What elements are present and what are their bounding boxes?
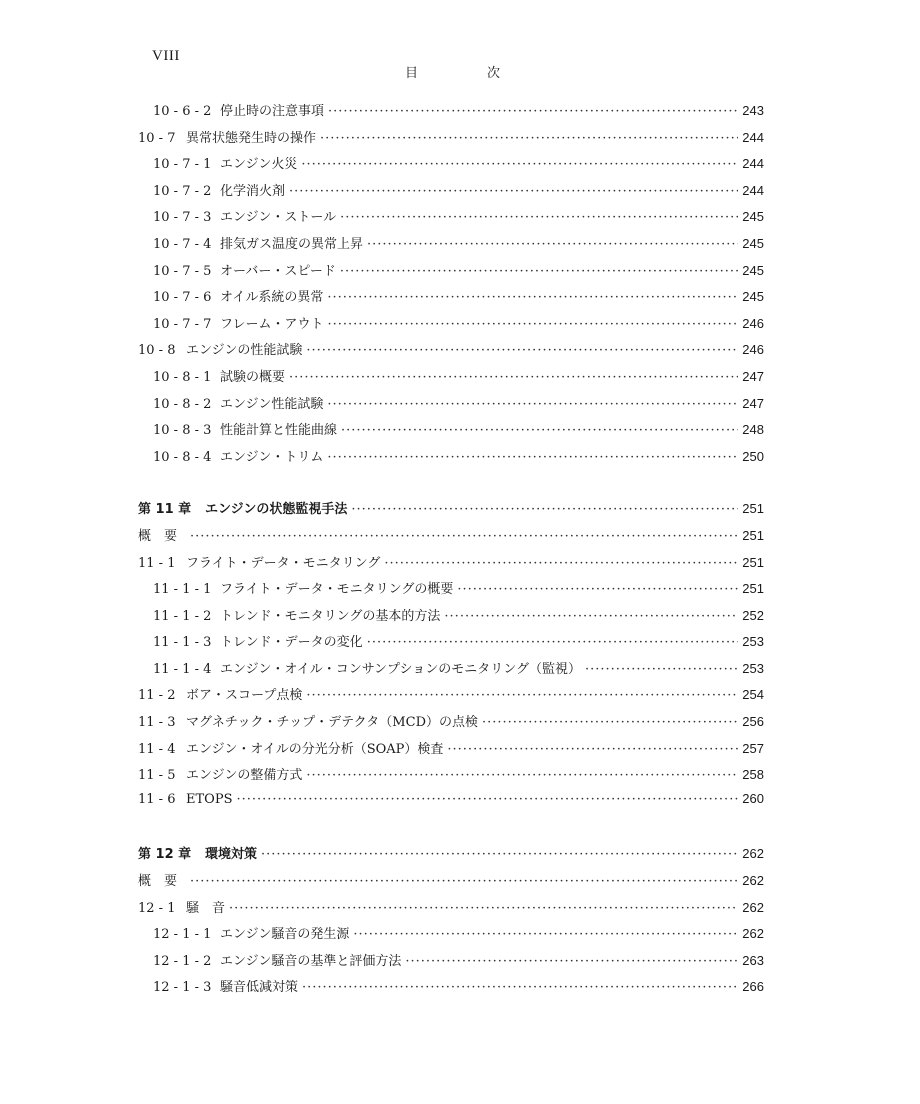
toc-entry-title: 試験の概要	[220, 369, 286, 385]
toc-entry-number: 10 - 7 - 4	[153, 236, 212, 252]
toc-entry-title: 化学消火剤	[220, 183, 286, 199]
toc-entry-page: 244	[742, 156, 764, 172]
toc-entry-number: 10 - 7 - 7	[153, 316, 212, 332]
toc-entry-page: 257	[742, 740, 764, 756]
toc-entry-title: エンジン・ストール	[220, 210, 337, 226]
toc-entry-page: 243	[742, 103, 764, 118]
dot-leader	[289, 370, 738, 385]
toc-entry-page: 245	[742, 235, 764, 251]
toc-entry-number: 10 - 8 - 3	[153, 423, 212, 439]
toc-entry-number: 10 - 8 - 4	[153, 449, 212, 465]
toc-entry-title: エンジン・トリム	[220, 449, 324, 465]
toc-entry-title: エンジンの性能試験	[186, 343, 303, 359]
dot-leader	[327, 450, 738, 465]
toc-entry-page: 266	[742, 979, 764, 995]
toc-entry-number: 第 11 章	[138, 502, 192, 518]
toc-entry-row	[138, 711, 764, 738]
toc-entry-title: オイル系統の異常	[220, 290, 324, 306]
toc-entry-number: 12 - 1 - 1	[153, 927, 212, 943]
toc-entry-title: エンジン騒音の基準と評価方法	[220, 953, 402, 969]
toc-entry-page: 246	[742, 315, 764, 331]
toc-entry-title: 異常状態発生時の操作	[186, 130, 317, 146]
toc-entry-row	[138, 366, 764, 393]
toc-entry-row	[138, 552, 764, 579]
toc-entry-row	[138, 897, 764, 924]
toc-entry-number: 10 - 8 - 1	[153, 369, 212, 385]
toc-entry-page: 253	[742, 634, 764, 650]
toc-entry-row	[138, 180, 764, 207]
page-number: VIII	[152, 48, 180, 64]
dot-leader	[447, 742, 738, 757]
toc-entry-number: 12 - 1 - 3	[153, 980, 212, 996]
toc-chapter-row	[138, 498, 764, 525]
toc-entry-title: エンジン・オイルの分光分析（SOAP）検査	[186, 741, 444, 757]
dot-leader	[585, 662, 738, 677]
toc-entry-page: 263	[742, 952, 764, 968]
toc-entry-row	[138, 976, 764, 1003]
toc-entry-title: フレーム・アウト	[220, 316, 324, 332]
toc-entry-page: 254	[742, 687, 764, 703]
toc-entry-page: 245	[742, 209, 764, 225]
toc-entry-page: 258	[742, 767, 764, 783]
dot-leader	[444, 609, 738, 624]
toc-entry-number: 10 - 7 - 2	[153, 183, 212, 199]
toc-entry-page: 251	[742, 527, 764, 543]
toc-entry-title: オーバー・スピード	[220, 263, 336, 279]
toc-entry-number: 10 - 7 - 1	[153, 157, 212, 173]
dot-leader	[341, 423, 738, 438]
dot-leader	[457, 582, 738, 597]
toc-entry-row	[138, 738, 764, 765]
toc-entry-number: 10 - 7 - 5	[153, 263, 212, 279]
dot-leader	[367, 237, 738, 252]
toc-entry-title: 性能計算と性能曲線	[220, 423, 338, 439]
toc-entry-title: 環境対策	[205, 847, 258, 863]
toc-entry-number: 10 - 7 - 3	[153, 210, 212, 226]
dot-leader	[302, 980, 738, 995]
dot-leader	[320, 131, 738, 146]
dot-leader	[340, 264, 738, 279]
dot-leader	[351, 502, 738, 517]
toc-entry-row	[138, 605, 764, 632]
toc-entry-number: 第 12 章	[138, 847, 192, 863]
toc-entry-row	[138, 419, 764, 446]
toc-entry-title: ボア・スコープ点検	[186, 688, 303, 704]
toc-entry-title: 騒音低減対策	[220, 980, 299, 996]
toc-entry-number: 11 - 2	[138, 688, 176, 704]
toc-entry-page: 245	[742, 262, 764, 278]
toc-entry-page: 260	[742, 790, 764, 806]
dot-leader	[405, 954, 738, 969]
dot-leader	[236, 792, 738, 807]
toc-entry-page: 250	[742, 448, 764, 464]
table-of-contents	[138, 100, 764, 1003]
toc-entry-page: 262	[742, 899, 764, 915]
toc-entry-page: 246	[742, 342, 764, 358]
dot-leader	[353, 927, 738, 942]
dot-leader	[306, 343, 738, 358]
toc-entry-number: 11 - 1 - 1	[153, 582, 212, 598]
toc-entry-title: 停止時の注意事項	[220, 104, 325, 119]
toc-entry-page: 251	[742, 554, 764, 570]
toc-entry-title: 騒 音	[186, 900, 226, 916]
toc-entry-row	[138, 313, 764, 340]
section-spacer	[138, 472, 764, 498]
page-title	[405, 62, 500, 81]
toc-entry-row	[138, 153, 764, 180]
toc-entry-row	[138, 446, 764, 473]
toc-entry-row	[138, 950, 764, 977]
toc-entry-page: 248	[742, 422, 764, 438]
toc-entry-row	[138, 684, 764, 711]
toc-entry-title: エンジン性能試験	[220, 396, 324, 412]
toc-entry-number: 10 - 6 - 2	[153, 104, 212, 119]
toc-entry-number: 12 - 1 - 2	[153, 953, 212, 969]
dot-leader	[301, 157, 738, 172]
page-title-right: 次	[486, 66, 500, 81]
toc-entry-title: トレンド・モニタリングの基本的方法	[220, 608, 441, 624]
toc-entry-number: 10 - 8 - 2	[153, 396, 212, 412]
toc-entry-row	[138, 206, 764, 233]
toc-entry-page: 251	[742, 501, 764, 517]
toc-entry-number: 11 - 4	[138, 741, 176, 757]
toc-entry-row	[138, 100, 764, 127]
toc-entry-number: 11 - 1 - 3	[153, 635, 212, 651]
dot-leader	[327, 397, 738, 412]
toc-entry-row	[138, 870, 764, 897]
toc-entry-number: 概 要	[138, 528, 178, 544]
toc-entry-row	[138, 286, 764, 313]
toc-entry-number: 概 要	[138, 874, 178, 890]
dot-leader	[327, 317, 738, 332]
dot-leader	[289, 184, 738, 199]
toc-entry-number: 10 - 7	[138, 130, 176, 146]
toc-entry-row	[138, 525, 764, 552]
toc-entry-page: 262	[742, 846, 764, 862]
toc-entry-number: 12 - 1	[138, 900, 176, 916]
toc-entry-title: エンジン・オイル・コンサンプションのモニタリング（監視）	[220, 661, 582, 677]
toc-entry-page: 262	[742, 873, 764, 889]
toc-entry-title: エンジン騒音の発生源	[220, 927, 350, 943]
dot-leader	[190, 874, 738, 889]
dot-leader	[482, 715, 738, 730]
toc-entry-page: 247	[742, 368, 764, 384]
toc-entry-row	[138, 578, 764, 605]
toc-entry-row	[138, 339, 764, 366]
toc-entry-number: 11 - 1	[138, 555, 176, 571]
toc-entry-title: マグネチック・チップ・デテクタ（MCD）の点検	[186, 715, 478, 731]
toc-entry-page: 247	[742, 395, 764, 411]
toc-entry-row	[138, 923, 764, 950]
toc-entry-number: 10 - 8	[138, 343, 176, 359]
dot-leader	[327, 290, 738, 305]
toc-entry-page: 244	[742, 129, 764, 145]
dot-leader	[306, 768, 738, 783]
dot-leader	[340, 210, 738, 225]
toc-entry-page: 262	[742, 926, 764, 942]
toc-entry-row	[138, 791, 764, 818]
toc-entry-page: 256	[742, 714, 764, 730]
toc-entry-title: ETOPS	[186, 791, 233, 807]
toc-entry-row	[138, 233, 764, 260]
toc-entry-title: トレンド・データの変化	[220, 635, 363, 651]
toc-entry-title: エンジン火災	[220, 157, 298, 173]
toc-entry-row	[138, 631, 764, 658]
toc-entry-row	[138, 764, 764, 791]
dot-leader	[384, 556, 738, 571]
toc-entry-number: 11 - 1 - 4	[153, 661, 212, 677]
dot-leader	[367, 635, 738, 650]
toc-entry-title: エンジンの状態監視手法	[205, 502, 348, 518]
toc-entry-title: 排気ガス温度の異常上昇	[220, 236, 364, 252]
toc-entry-title: フライト・データ・モニタリング	[186, 555, 381, 571]
dot-leader	[306, 688, 738, 703]
dot-leader	[190, 529, 738, 544]
dot-leader	[328, 104, 738, 119]
dot-leader	[261, 847, 738, 862]
section-spacer	[138, 817, 764, 843]
toc-entry-number: 10 - 7 - 6	[153, 290, 212, 306]
toc-entry-page: 245	[742, 289, 764, 305]
toc-entry-number: 11 - 5	[138, 768, 176, 784]
toc-entry-row	[138, 260, 764, 287]
toc-entry-row	[138, 127, 764, 154]
toc-entry-number: 11 - 6	[138, 791, 176, 807]
toc-entry-number: 11 - 1 - 2	[153, 608, 212, 624]
toc-entry-row	[138, 393, 764, 420]
dot-leader	[229, 901, 738, 916]
toc-entry-row	[138, 658, 764, 685]
toc-entry-title: エンジンの整備方式	[186, 768, 303, 784]
toc-entry-page: 251	[742, 581, 764, 597]
toc-entry-title: フライト・データ・モニタリングの概要	[220, 582, 454, 598]
toc-entry-page: 252	[742, 607, 764, 623]
toc-entry-page: 253	[742, 660, 764, 676]
toc-entry-page: 244	[742, 182, 764, 198]
toc-chapter-row	[138, 843, 764, 870]
toc-entry-number: 11 - 3	[138, 715, 176, 731]
page-title-left: 目	[405, 66, 419, 81]
